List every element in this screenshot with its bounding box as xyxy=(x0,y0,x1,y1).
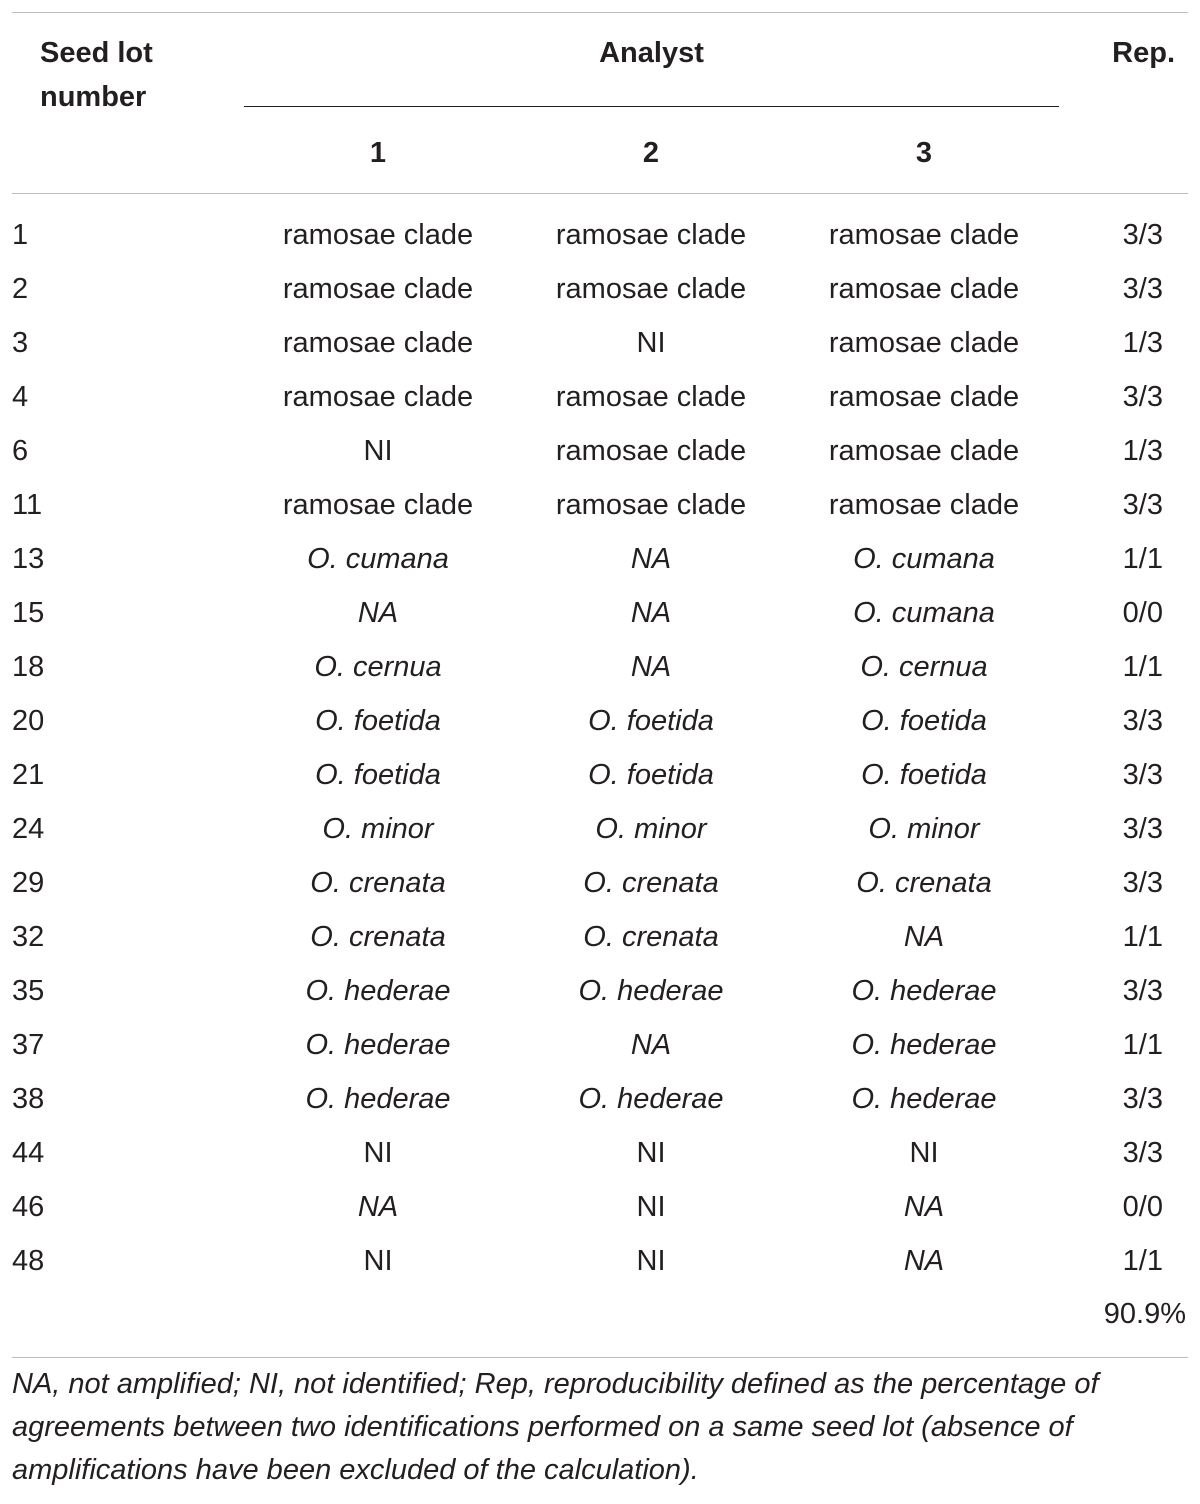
table-row xyxy=(0,316,1200,370)
cell-analyst-3: NA xyxy=(903,1191,945,1223)
table-row xyxy=(0,478,1200,532)
cell-analyst-2: ramosae clade xyxy=(555,273,747,305)
cell-seed-lot: 15 xyxy=(12,597,45,629)
cell-analyst-1: O. crenata xyxy=(310,921,446,953)
cell-seed-lot: 18 xyxy=(12,651,45,683)
cell-rep: 3/3 xyxy=(1122,1137,1163,1169)
cell-analyst-1: O. hederae xyxy=(305,975,451,1007)
table-bottom-rule xyxy=(12,1357,1188,1358)
cell-analyst-3: ramosae clade xyxy=(828,327,1020,359)
cell-analyst-2: O. crenata xyxy=(583,921,719,953)
cell-analyst-2: NA xyxy=(630,543,672,575)
cell-seed-lot: 11 xyxy=(12,489,43,521)
table-top-rule xyxy=(12,12,1188,13)
cell-analyst-3: ramosae clade xyxy=(828,219,1020,251)
cell-analyst-1: O. crenata xyxy=(310,867,446,899)
table-row xyxy=(0,424,1200,478)
cell-seed-lot: 20 xyxy=(12,705,45,737)
table-row xyxy=(0,586,1200,640)
cell-analyst-1: NI xyxy=(363,1137,393,1169)
cell-seed-lot: 48 xyxy=(12,1245,45,1277)
cell-rep: 3/3 xyxy=(1122,705,1163,737)
header-seed-lot-line2: number xyxy=(40,81,147,113)
cell-analyst-2: NI xyxy=(636,327,666,359)
cell-analyst-3: O. hederae xyxy=(851,1083,997,1115)
cell-rep: 3/3 xyxy=(1122,975,1163,1007)
cell-rep: 1/3 xyxy=(1122,435,1163,467)
cell-analyst-3: NI xyxy=(909,1137,939,1169)
cell-seed-lot: 21 xyxy=(12,759,45,791)
cell-analyst-3: O. foetida xyxy=(861,705,987,737)
cell-analyst-3: O. minor xyxy=(868,813,980,845)
cell-rep: 3/3 xyxy=(1122,489,1163,521)
cell-analyst-3: ramosae clade xyxy=(828,381,1020,413)
cell-analyst-2: NA xyxy=(630,597,672,629)
cell-seed-lot: 24 xyxy=(12,813,45,845)
cell-analyst-1: NI xyxy=(363,1245,393,1277)
cell-analyst-1: O. cumana xyxy=(307,543,449,575)
header-analyst: Analyst xyxy=(599,37,704,69)
cell-analyst-3: NA xyxy=(903,1245,945,1277)
cell-seed-lot: 29 xyxy=(12,867,45,899)
cell-rep: 3/3 xyxy=(1122,813,1163,845)
cell-rep: 0/0 xyxy=(1122,597,1163,629)
cell-analyst-1: NA xyxy=(357,597,399,629)
cell-analyst-1: ramosae clade xyxy=(282,489,474,521)
analyst-span-rule xyxy=(244,106,1059,107)
cell-seed-lot: 44 xyxy=(12,1137,45,1169)
header-seed-lot-line1: Seed lot xyxy=(40,37,153,69)
header-analyst-2: 2 xyxy=(642,137,660,169)
cell-rep: 1/1 xyxy=(1122,543,1163,575)
cell-analyst-2: NA xyxy=(630,651,672,683)
cell-analyst-2: O. foetida xyxy=(588,759,714,791)
cell-rep: 3/3 xyxy=(1122,759,1163,791)
cell-analyst-2: O. minor xyxy=(595,813,707,845)
table-row xyxy=(0,532,1200,586)
cell-analyst-1: O. hederae xyxy=(305,1029,451,1061)
cell-rep: 1/1 xyxy=(1122,921,1163,953)
cell-seed-lot: 1 xyxy=(12,219,29,251)
table-row xyxy=(0,640,1200,694)
cell-analyst-3: O. hederae xyxy=(851,1029,997,1061)
cell-rep: 1/3 xyxy=(1122,327,1163,359)
table-row xyxy=(0,1180,1200,1234)
cell-analyst-1: O. foetida xyxy=(315,759,441,791)
cell-rep: 3/3 xyxy=(1122,273,1163,305)
cell-analyst-2: O. hederae xyxy=(578,1083,724,1115)
cell-rep: 3/3 xyxy=(1122,1083,1163,1115)
cell-analyst-2: O. hederae xyxy=(578,975,724,1007)
cell-analyst-3: O. cumana xyxy=(853,597,995,629)
cell-analyst-3: ramosae clade xyxy=(828,489,1020,521)
header-rep: Rep. xyxy=(1112,37,1175,69)
cell-seed-lot: 4 xyxy=(12,381,29,413)
cell-analyst-2: NI xyxy=(636,1191,666,1223)
cell-analyst-2: NA xyxy=(630,1029,672,1061)
total-reproducibility: 90.9% xyxy=(1103,1298,1186,1330)
cell-analyst-2: NI xyxy=(636,1245,666,1277)
header-analyst-3: 3 xyxy=(915,137,933,169)
table-row xyxy=(0,1234,1200,1288)
cell-analyst-1: ramosae clade xyxy=(282,273,474,305)
cell-rep: 1/1 xyxy=(1122,1245,1163,1277)
cell-analyst-1: NA xyxy=(357,1191,399,1223)
cell-analyst-1: O. foetida xyxy=(315,705,441,737)
cell-seed-lot: 32 xyxy=(12,921,45,953)
cell-analyst-3: O. hederae xyxy=(851,975,997,1007)
cell-analyst-3: ramosae clade xyxy=(828,273,1020,305)
cell-seed-lot: 2 xyxy=(12,273,29,305)
cell-analyst-1: ramosae clade xyxy=(282,381,474,413)
table-row xyxy=(0,1126,1200,1180)
cell-analyst-2: ramosae clade xyxy=(555,489,747,521)
cell-seed-lot: 37 xyxy=(12,1029,45,1061)
table-row xyxy=(0,856,1200,910)
cell-analyst-3: O. crenata xyxy=(856,867,992,899)
cell-analyst-2: ramosae clade xyxy=(555,219,747,251)
table-row xyxy=(0,1018,1200,1072)
cell-analyst-1: ramosae clade xyxy=(282,219,474,251)
cell-rep: 1/1 xyxy=(1122,651,1163,683)
table-row xyxy=(0,802,1200,856)
cell-rep: 3/3 xyxy=(1122,867,1163,899)
cell-rep: 1/1 xyxy=(1122,1029,1163,1061)
cell-analyst-1: NI xyxy=(363,435,393,467)
header-seed-lot xyxy=(40,31,153,119)
cell-analyst-3: ramosae clade xyxy=(828,435,1020,467)
cell-rep: 0/0 xyxy=(1122,1191,1163,1223)
cell-seed-lot: 6 xyxy=(12,435,29,467)
table-row xyxy=(0,748,1200,802)
table-row xyxy=(0,694,1200,748)
table-row xyxy=(0,964,1200,1018)
cell-seed-lot: 38 xyxy=(12,1083,45,1115)
cell-seed-lot: 35 xyxy=(12,975,45,1007)
cell-analyst-1: O. minor xyxy=(322,813,434,845)
table-row xyxy=(0,262,1200,316)
table-footnote: NA, not amplified; NI, not identified; Rep, reproducibility defined as the percentage of agreements between two identifications performed on a same seed lot (absence of amplifications have been excluded of the calculation). xyxy=(12,1368,1099,1486)
header-bottom-rule xyxy=(12,193,1188,194)
cell-analyst-2: O. crenata xyxy=(583,867,719,899)
cell-analyst-3: O. cernua xyxy=(860,651,988,683)
cell-analyst-2: NI xyxy=(636,1137,666,1169)
cell-seed-lot: 3 xyxy=(12,327,29,359)
cell-analyst-2: O. foetida xyxy=(588,705,714,737)
cell-analyst-3: NA xyxy=(903,921,945,953)
table-row xyxy=(0,910,1200,964)
cell-rep: 3/3 xyxy=(1122,381,1163,413)
cell-analyst-2: ramosae clade xyxy=(555,381,747,413)
cell-analyst-3: O. cumana xyxy=(853,543,995,575)
cell-analyst-2: ramosae clade xyxy=(555,435,747,467)
header-analyst-1: 1 xyxy=(369,137,387,169)
cell-rep: 3/3 xyxy=(1122,219,1163,251)
table-row xyxy=(0,208,1200,262)
table-row xyxy=(0,1072,1200,1126)
cell-seed-lot: 13 xyxy=(12,543,45,575)
cell-analyst-3: O. foetida xyxy=(861,759,987,791)
cell-analyst-1: O. hederae xyxy=(305,1083,451,1115)
table-body xyxy=(0,208,1200,1288)
cell-seed-lot: 46 xyxy=(12,1191,45,1223)
cell-analyst-1: O. cernua xyxy=(314,651,442,683)
table-row xyxy=(0,370,1200,424)
cell-analyst-1: ramosae clade xyxy=(282,327,474,359)
